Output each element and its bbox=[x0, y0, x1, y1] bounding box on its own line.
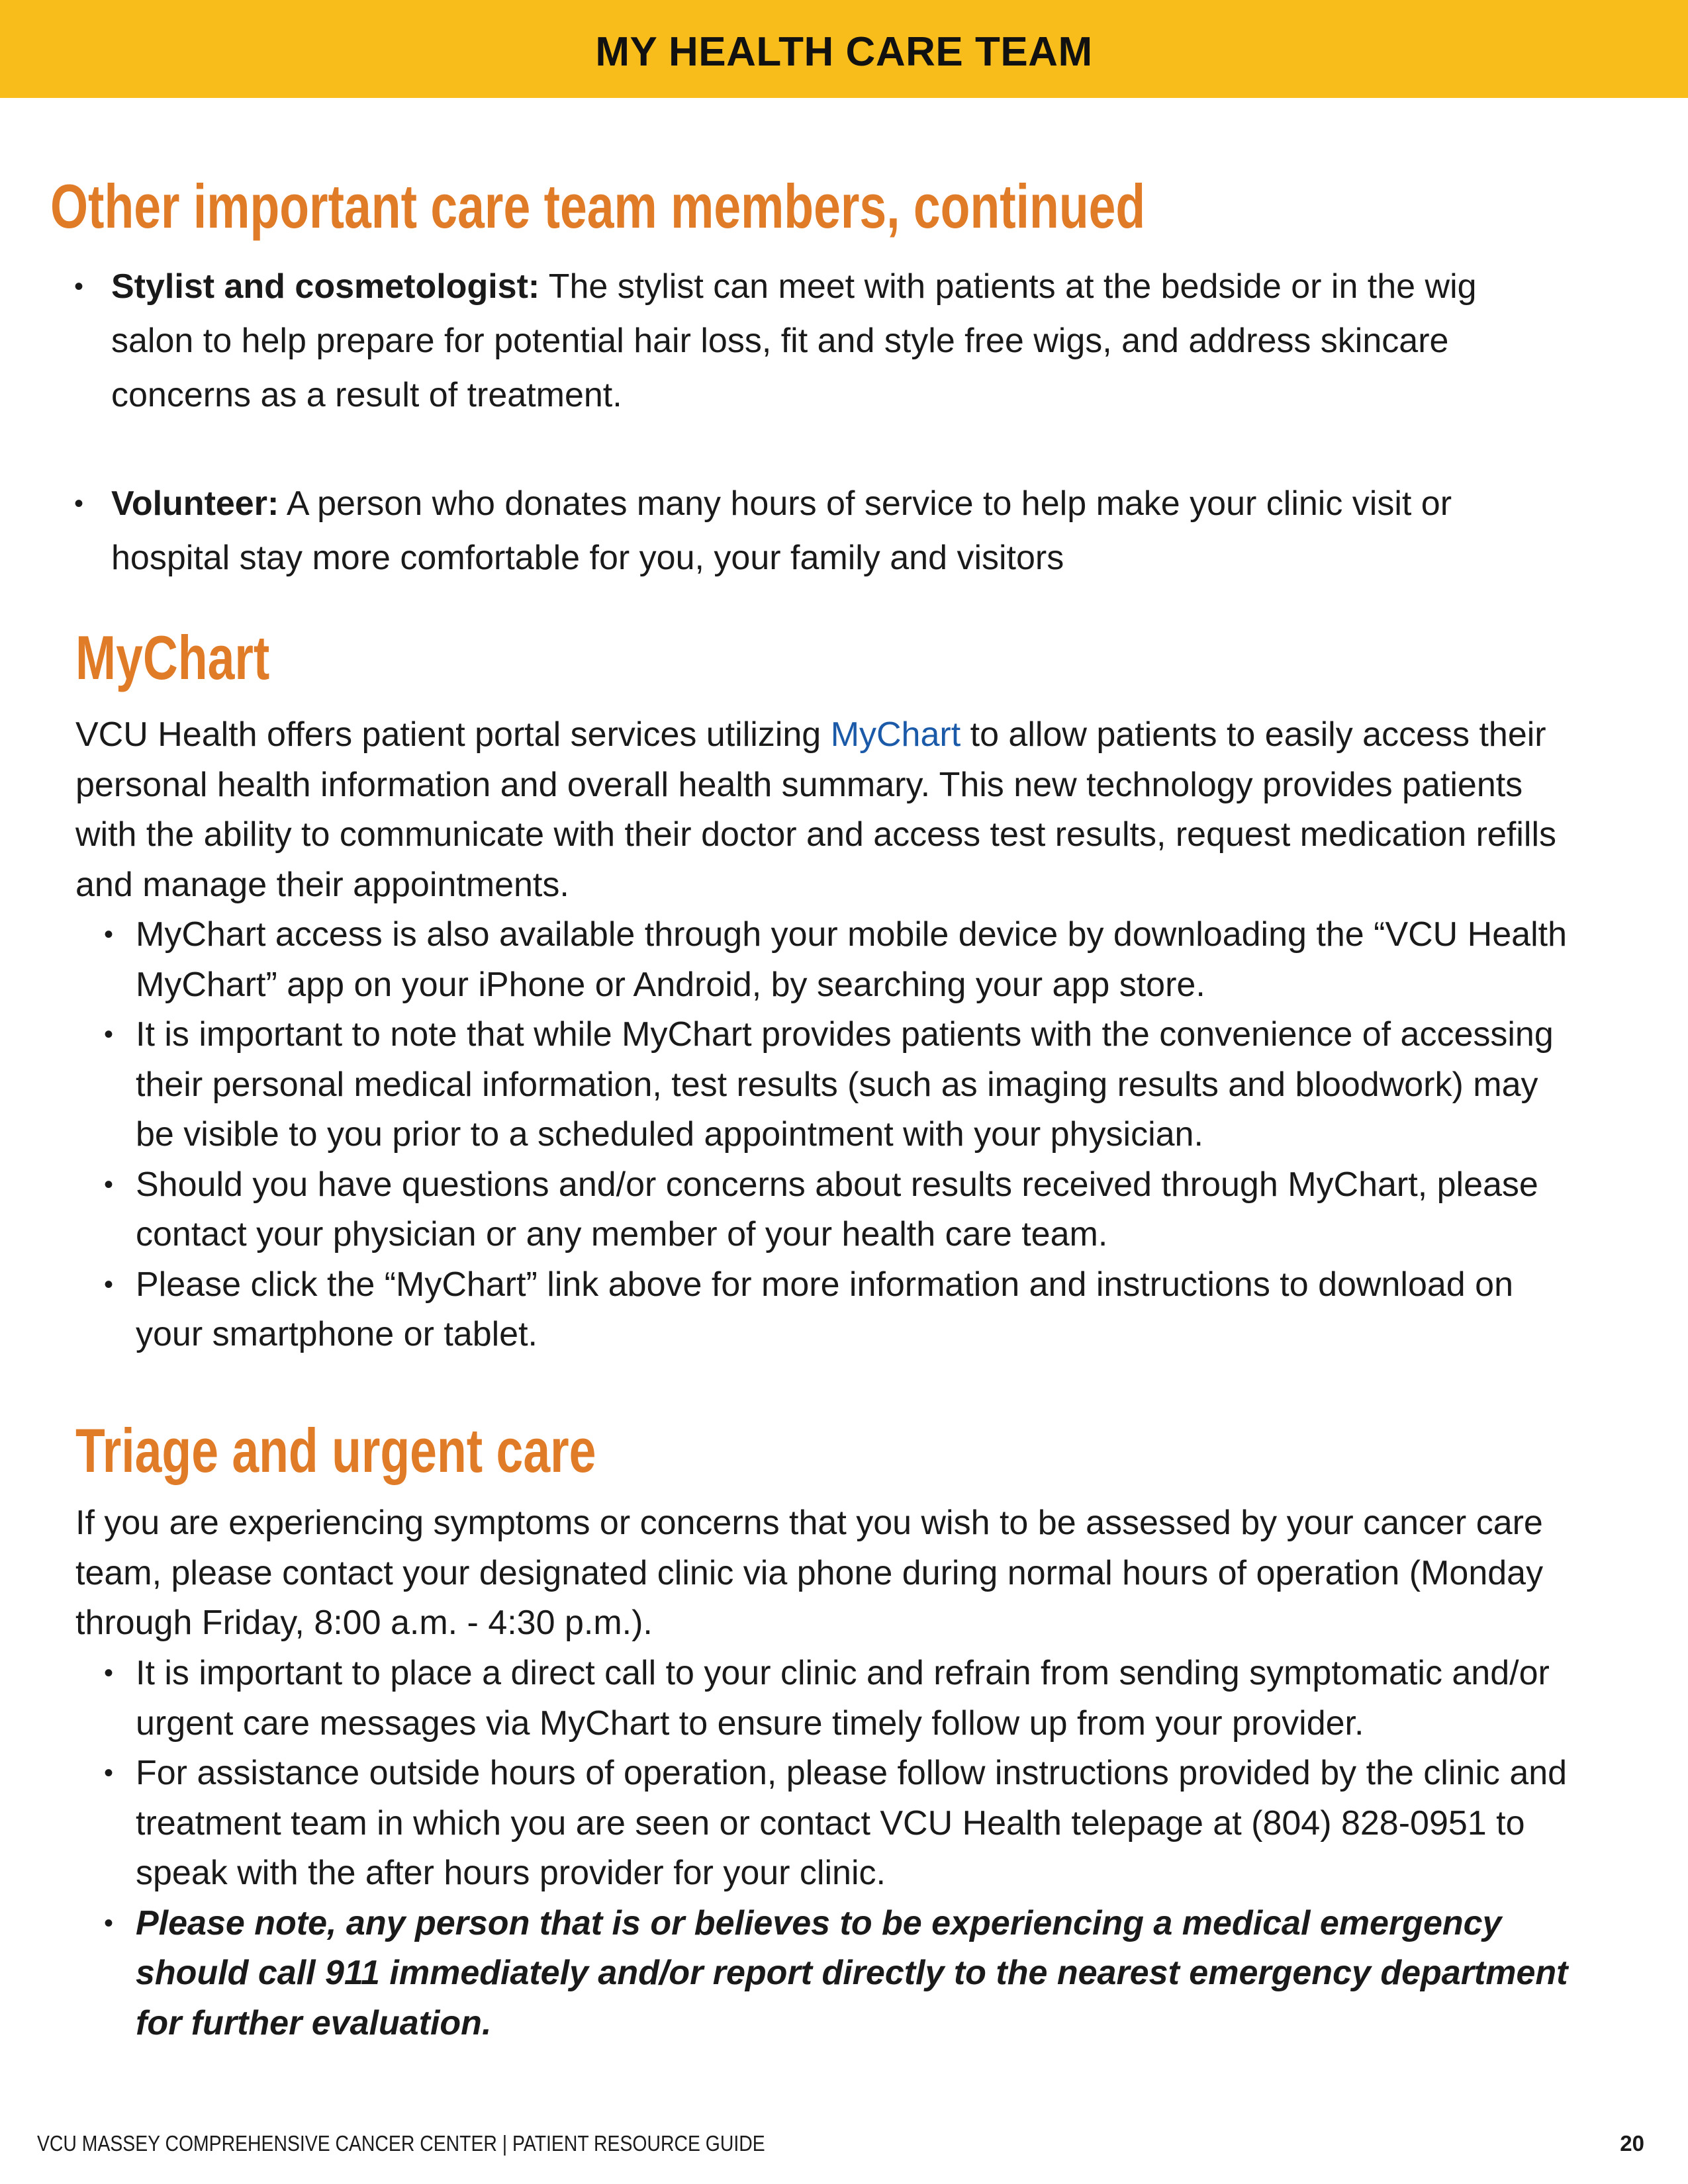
term-stylist: Stylist and cosmetologist: bbox=[111, 267, 540, 306]
desc-stylist: The stylist can meet with patients at the bedside or in the wig salon to help prepare for potential hair loss, fit and style free wigs, and address skincare concerns as a result of treatment. bbox=[111, 267, 1477, 414]
bullet-dot-icon: • bbox=[74, 489, 84, 518]
header-banner bbox=[0, 0, 1688, 98]
mychart-intro-before: VCU Health offers patient portal services utilizing bbox=[75, 715, 831, 754]
list-item bbox=[104, 910, 1579, 1010]
page-number: 20 bbox=[1620, 2131, 1644, 2156]
heading-other-care-team: Other important care team members, continued bbox=[50, 171, 1146, 241]
heading-triage: Triage and urgent care bbox=[75, 1416, 596, 1485]
mychart-bullet-text: MyChart access is also available through your mobile device by downloading the “VCU Health MyChart” app on your iPhone or Android, by searching your app store. bbox=[136, 915, 1567, 1004]
bullet-dot-icon: • bbox=[104, 1269, 114, 1299]
triage-bullets bbox=[104, 1649, 1579, 2048]
bullet-dot-icon: • bbox=[104, 1659, 114, 1688]
mychart-link[interactable]: MyChart bbox=[830, 715, 961, 754]
bullet-dot-icon: • bbox=[104, 1908, 114, 1938]
heading-mychart: MyChart bbox=[75, 623, 270, 692]
mychart-bullets bbox=[104, 910, 1579, 1360]
list-item bbox=[104, 1260, 1579, 1360]
list-item bbox=[104, 1160, 1579, 1260]
mychart-intro-after: to allow patients to easily access their personal health information and overall health summary. This new technology provides patients with the ability to communicate with their doctor and access test results, request medication refills and manage their appointments. bbox=[75, 715, 1556, 904]
triage-bullet-text: It is important to place a direct call to your clinic and refrain from sending symptomatic and/or urgent care messages via MyChart to ensure timely follow up from your provider. bbox=[136, 1654, 1550, 1743]
term-volunteer: Volunteer: bbox=[111, 484, 279, 523]
bullet-dot-icon: • bbox=[104, 1020, 114, 1049]
mychart-intro bbox=[75, 710, 1558, 910]
bullet-dot-icon: • bbox=[104, 920, 114, 949]
emergency-note: Please note, any person that is or believes to be experiencing a medical emergency should call 911 immediately and/or report directly to the nearest emergency department for further evaluation. bbox=[136, 1903, 1568, 2042]
list-item bbox=[74, 259, 1568, 422]
list-item bbox=[104, 1649, 1579, 1749]
bullet-dot-icon: • bbox=[104, 1758, 114, 1788]
care-team-list bbox=[74, 259, 1568, 639]
triage-bullet-text: For assistance outside hours of operation, please follow instructions provided by the clinic and treatment team in which you are seen or contact VCU Health telepage at (804) 828-0951 to speak with the after hours provider for your clinic. bbox=[136, 1754, 1568, 1892]
mychart-bullet-text: It is important to note that while MyChart provides patients with the convenience of accessing their personal medical information, test results (such as imaging results and bloodwork) may be visible to you prior to a scheduled appointment with your physician. bbox=[136, 1015, 1554, 1154]
triage-intro: If you are experiencing symptoms or concerns that you wish to be assessed by your cancer care team, please contact your designated clinic via phone during normal hours of operation (Monday through Friday, 8:00 a.m. - 4:30 p.m.). bbox=[75, 1504, 1544, 1642]
mychart-bullet-text: Please click the “MyChart” link above for more information and instructions to download on your smartphone or tablet. bbox=[136, 1265, 1513, 1353]
banner-title: MY HEALTH CARE TEAM bbox=[595, 28, 1093, 75]
bullet-dot-icon: • bbox=[74, 272, 84, 301]
list-item bbox=[104, 1899, 1579, 2049]
footer-guide-title: VCU MASSEY COMPREHENSIVE CANCER CENTER | PATIENT RESOURCE GUIDE bbox=[37, 2131, 765, 2156]
mychart-bullet-text: Should you have questions and/or concerns about results received through MyChart, please contact your physician or any member of your health care team. bbox=[136, 1165, 1538, 1253]
list-item bbox=[104, 1749, 1579, 1899]
desc-volunteer: A person who donates many hours of service to help make your clinic visit or hospital stay more comfortable for you, your family and visitors bbox=[111, 484, 1452, 577]
list-item bbox=[104, 1010, 1579, 1160]
bullet-dot-icon: • bbox=[104, 1169, 114, 1199]
list-item bbox=[74, 477, 1568, 585]
